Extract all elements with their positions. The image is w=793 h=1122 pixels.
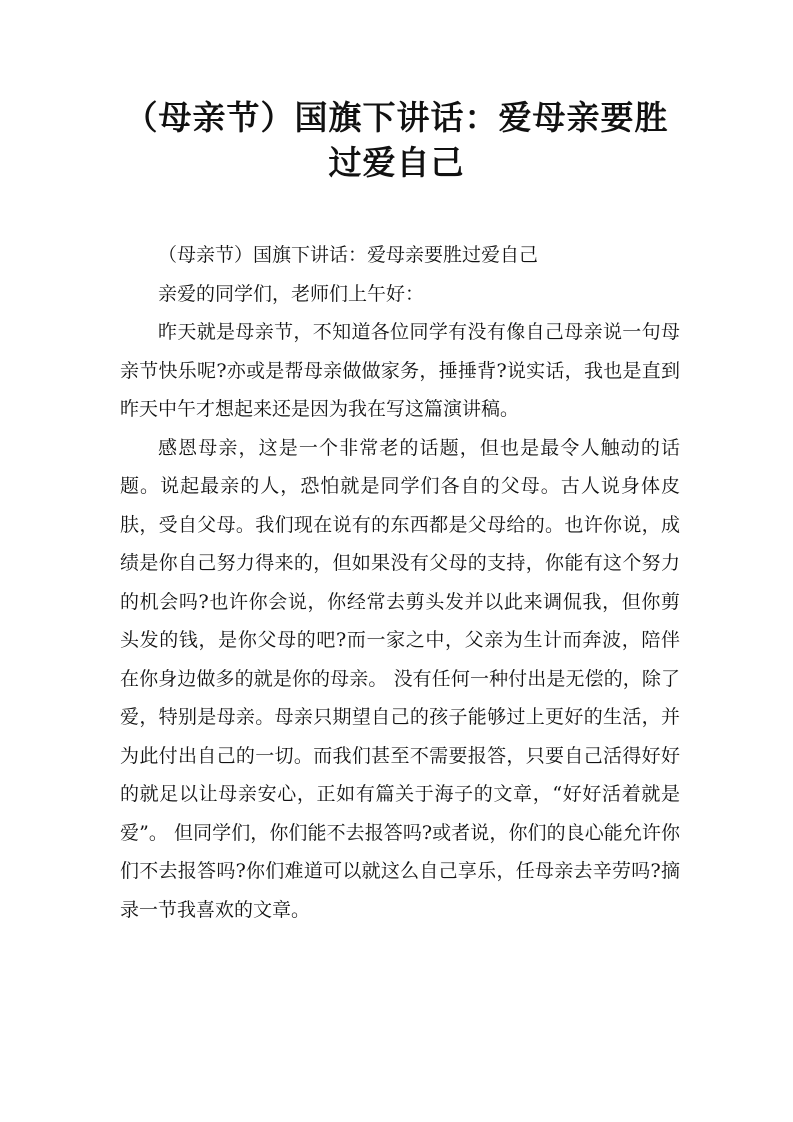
document-title: （母亲节）国旗下讲话：爱母亲要胜过爱自己 <box>124 98 669 182</box>
paragraph-greeting: 亲爱的同学们，老师们上午好： <box>158 282 425 305</box>
paragraph-gratitude: 感恩母亲，这是一个非常老的话题，但也是最令人触动的话题。说起最亲的人，恐怕就是同学们各自的父母。古人说身体皮肤，受自父母。我们现在说有的东西都是父母给的。也许你说，成绩是你自己努力得来的，但如果没有父母的支持，你能有这个努力的机会吗?也许你会说，你经常去剪头发并以此来调侃我，但你剪头发的钱，是你父母的吧?而一家之中，父亲为生计而奔波，陪伴在你身边做多的就是你的母亲。 没有任何一种付出是无偿的，除了爱，特别是母亲。母亲只期望自己的孩子能够过上更好的生活，并为此付出自己的一切。而我们甚至不需要报答，只要自己活得好好的就足以让母亲安心，正如有篇关于海子的文章，“好好活着就是爱”。 但同学们，你们能不去报答吗?或者说，你们的良心能允许你们不去报答吗?你们难道可以就这么自己享乐，任母亲去辛劳吗?摘录一节我喜欢的文章。 <box>120 436 680 921</box>
document-body <box>120 236 680 929</box>
paragraph-subtitle: （母亲节）国旗下讲话：爱母亲要胜过爱自己 <box>158 244 539 266</box>
paragraph-mothers-day: 昨天就是母亲节，不知道各位同学有没有像自己母亲说一句母亲节快乐呢?亦或是帮母亲做做家务，捶捶背?说实话，我也是直到昨天中午才想起来还是因为我在写这篇演讲稿。 <box>120 321 680 420</box>
